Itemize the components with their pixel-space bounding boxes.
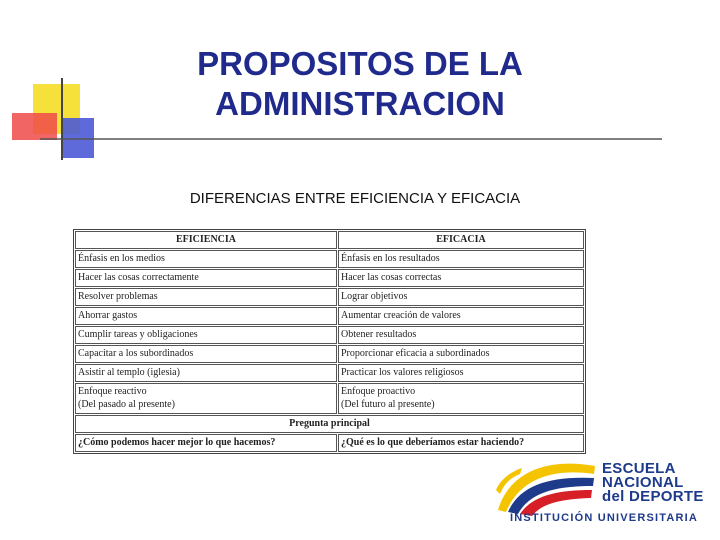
table-row [75,326,584,344]
table-row [75,345,584,363]
cell-eficacia: Hacer las cosas correctas [338,269,584,287]
table-row [75,250,584,268]
logo-line-2: NACIONAL [602,474,684,491]
header-eficacia: EFICACIA [338,231,584,249]
cell-eficacia: Lograr objetivos [338,288,584,306]
table-header-row [75,231,584,249]
cell-eficacia: Obtener resultados [338,326,584,344]
question-eficiencia: ¿Cómo podemos hacer mejor lo que hacemos? [75,434,337,452]
subtitle: DIFERENCIAS ENTRE EFICIENCIA Y EFICACIA [189,190,521,207]
header-eficiencia: EFICIENCIA [75,231,337,249]
logo-institution-label: INSTITUCIÓN UNIVERSITARIA [510,512,699,524]
cell-eficiencia: Hacer las cosas correctamente [75,269,337,287]
comparison-table [73,229,586,454]
logo-line-1: ESCUELA [602,460,676,477]
cell-eficiencia: Ahorrar gastos [75,307,337,325]
blue-square [62,118,94,158]
comparison-table-container [73,229,586,454]
page-title [150,44,570,124]
cell-eficiencia: Cumplir tareas y obligaciones [75,326,337,344]
table-row [75,288,584,306]
enfoque-proactivo-detail: (Del futuro al presente) [341,399,435,410]
logo-text [602,462,704,504]
enfoque-reactivo: Enfoque reactivo [78,386,147,397]
enfoque-proactivo: Enfoque proactivo [341,386,416,397]
cell-eficacia: Practicar los valores religiosos [338,364,584,382]
cell-eficiencia: Capacitar a los subordinados [75,345,337,363]
title-line-1: PROPOSITOS DE LA [197,45,523,82]
cell-eficiencia-enfoque [75,383,337,414]
cell-eficacia: Aumentar creación de valores [338,307,584,325]
table-row-tall [75,383,584,414]
enfoque-reactivo-detail: (Del pasado al presente) [78,399,175,410]
logo-line-3: del DEPORTE [602,488,704,505]
table-row [75,364,584,382]
cell-eficiencia: Resolver problemas [75,288,337,306]
cell-eficacia-enfoque [338,383,584,414]
cell-eficacia: Énfasis en los resultados [338,250,584,268]
table-row [75,269,584,287]
table-row [75,307,584,325]
cell-eficiencia: Asistir al templo (iglesia) [75,364,337,382]
title-line-2: ADMINISTRACION [215,85,505,122]
question-eficacia: ¿Qué es lo que deberíamos estar haciendo? [338,434,584,452]
cell-eficiencia: Énfasis en los medios [75,250,337,268]
red-square [12,113,57,140]
section-row [75,415,584,433]
cell-eficacia: Proporcionar eficacia a subordinados [338,345,584,363]
pregunta-principal-label: Pregunta principal [75,415,584,433]
